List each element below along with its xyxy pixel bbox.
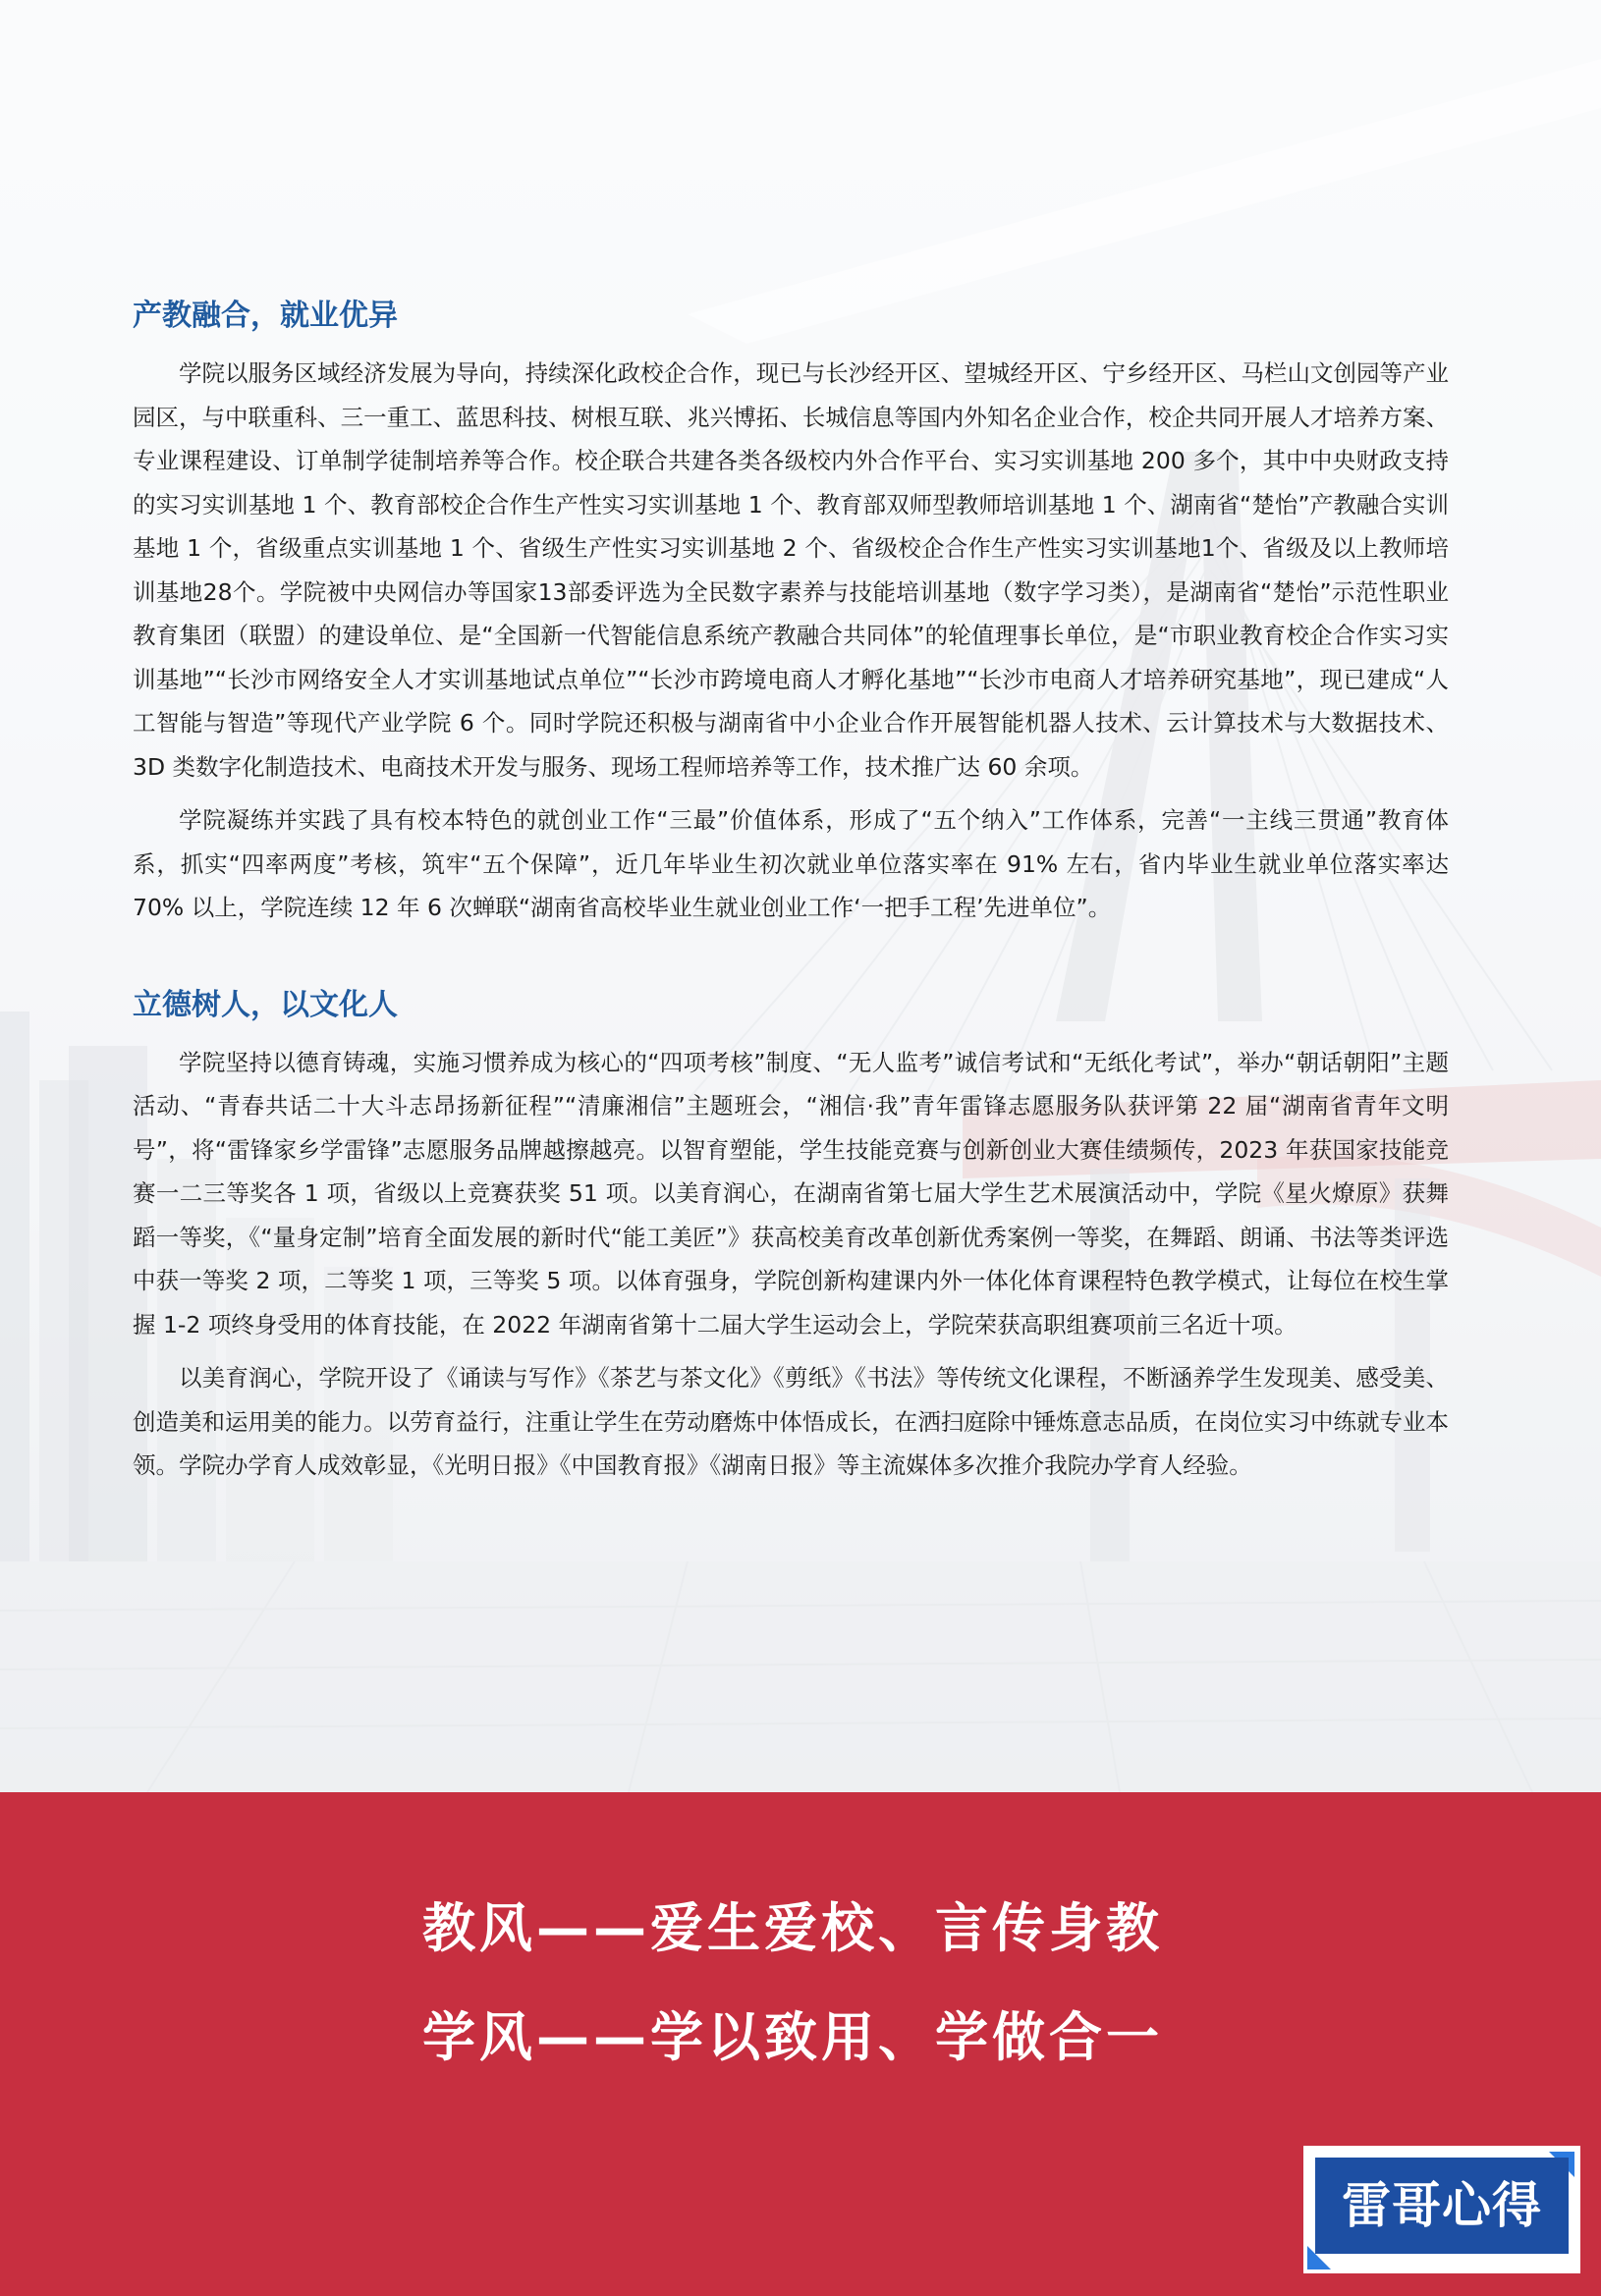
section-title: 产教融合，就业优异: [133, 299, 398, 333]
paragraph: 以美育润心，学院开设了《诵读与写作》《茶艺与茶文化》《剪纸》《书法》等传统文化课程，不断涵养学生发现美、感受美、创造美和运用美的能力。以劳育益行，注重让学生在劳动磨炼中体悟成长，在洒扫庭除中锤炼意志品质，在岗位实习中练就专业本领。学院办学育人成效彰显，《光明日报》《中国教育报》《湖南日报》等主流媒体多次推介我院办学育人经验。: [133, 1364, 1449, 1479]
paragraph: 学院以服务区域经济发展为导向，持续深化政校企合作，现已与长沙经开区、望城经开区、宁乡经开区、马栏山文创园等产业园区，与中联重科、三一重工、蓝思科技、树根互联、兆兴博拓、长城信息等国内外知名企业合作，校企共同开展人才培养方案、专业课程建设、订单制学徒制培养等合作。校企联合共建各类各级校内外合作平台、实习实训基地 200 多个，其中中央财政支持的实习实训基地 1 个、教育部校企合作生产性实习实训基地 1 个、教育部双师型教师培训基地 1 个、湖南省“楚怡”产教融合实训基地 1 个，省级重点实训基地 1 个、省级生产性实习实训基地 2 个、省级校企合作生产性实习实训基地1个、省级及以上教师培训基地28个。学院被中央网信办等国家13部委评选为全民数字素养与技能培训基地（数字学习类），是湖南省“楚怡”示范性职业教育集团（联盟）的建设单位、是“全国新一代智能信息系统产教融合共同体”的轮值理事长单位，是“市职业教育校企合作实习实训基地”“长沙市网络安全人才实训基地试点单位”“长沙市跨境电商人才孵化基地”“长沙市电商人才培养研究基地”，现已建成“人工智能与智造”等现代产业学院 6 个。同时学院还积极与湖南省中小企业合作开展智能机器人技术、云计算技术与大数据技术、3D 类数字化制造技术、电商技术开发与服务、现场工程师培养等工作，技术推广达 60 余项。: [133, 359, 1449, 781]
paragraph: 学院坚持以德育铸魂，实施习惯养成为核心的“四项考核”制度、“无人监考”诚信考试和“无纸化考试”，举办“朝话朝阳”主题活动、“青春共话二十大斗志昂扬新征程”“清廉湘信”主题班会，“湘信·我”青年雷锋志愿服务队获评第 22 届“湖南省青年文明号”，将“雷锋家乡学雷锋”志愿服务品牌越擦越亮。以智育塑能，学生技能竞赛与创新创业大赛佳绩频传，2023 年获国家技能竞赛一二三等奖各 1 项，省级以上竞赛获奖 51 项。以美育润心，在湖南省第七届大学生艺术展演活动中，学院《星火燎原》获舞蹈一等奖，《“量身定制”培育全面发展的新时代“能工美匠”》获高校美育改革创新优秀案例一等奖，在舞蹈、朗诵、书法等类评选中获一等奖 2 项，二等奖 1 项，三等奖 5 项。以体育强身，学院创新构建课内外一体化体育课程特色教学模式，让每位在校生掌握 1-2 项终身受用的体育技能，在 2022 年湖南省第十二届大学生运动会上，学院荣获高职组赛项前三名近十项。: [133, 1048, 1449, 1339]
section-title: 立德树人，以文化人: [133, 987, 398, 1022]
teaching-motto: 教风——爱生爱校、言传身教: [422, 1897, 1163, 1959]
section-moral-culture: [133, 984, 1449, 1488]
section-industry-education: [133, 295, 1449, 930]
watermark-badge: [1303, 2146, 1580, 2273]
main-content: [133, 295, 1449, 1498]
badge-panel: [1315, 2158, 1569, 2254]
badge-text: 雷哥心得: [1342, 2177, 1542, 2234]
learning-motto: 学风——学以致用、学做合一: [422, 2006, 1163, 2068]
paragraph: 学院凝练并实践了具有校本特色的就创业工作“三最”价值体系，形成了“五个纳入”工作体系，完善“一主线三贯通”教育体系，抓实“四率两度”考核，筑牢“五个保障”，近几年毕业生初次就业单位落实率在 91% 左右，省内毕业生就业单位落实率达 70% 以上，学院连续 12 年 6 次蝉联“湖南省高校毕业生就业创业工作‘一把手工程’先进单位”。: [133, 806, 1449, 921]
